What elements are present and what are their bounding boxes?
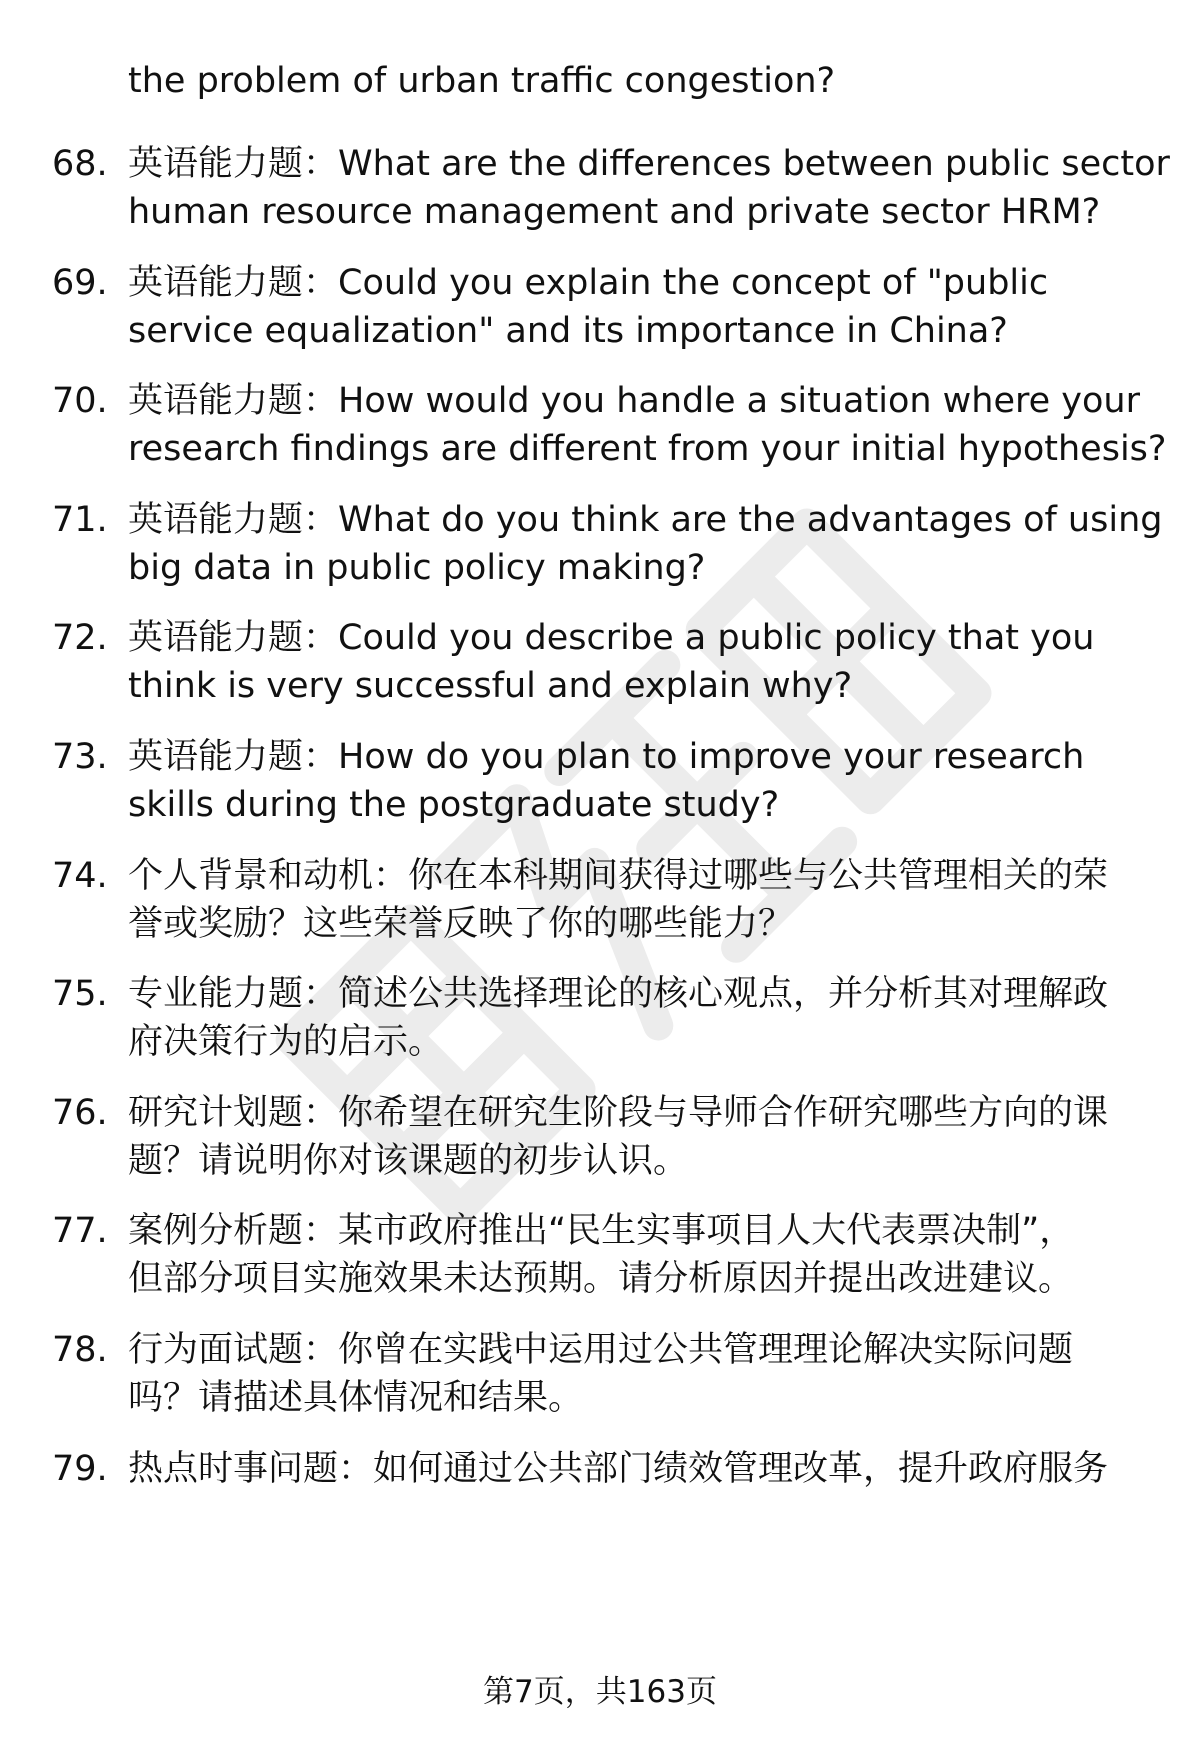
question-text — [128, 1207, 1168, 1303]
question-text — [128, 1089, 1168, 1185]
question-text — [128, 614, 1168, 710]
question-item — [0, 496, 1200, 606]
question-text — [128, 852, 1168, 948]
question-line: service equalization" and its importance in China? — [128, 311, 1008, 351]
question-line: 题？请说明你对该课题的初步认识。 — [128, 1141, 689, 1181]
question-number: 72. — [52, 618, 108, 658]
question-text — [128, 970, 1168, 1066]
question-line: big data in public policy making? — [128, 548, 706, 588]
question-number: 79. — [52, 1449, 108, 1489]
question-line: 案例分析题：某市政府推出“民生实事项目人大代表票决制”， — [128, 1211, 1075, 1251]
question-item — [0, 140, 1200, 250]
question-line: research findings are different from your initial hypothesis? — [128, 429, 1167, 469]
question-text — [128, 1326, 1168, 1422]
question-number: 75. — [52, 974, 108, 1014]
question-number: 74. — [52, 856, 108, 896]
question-number: 78. — [52, 1330, 108, 1370]
question-line: 专业能力题：简述公共选择理论的核心观点，并分析其对理解政 — [128, 974, 1109, 1014]
question-line: 英语能力题：What are the differences between public sector — [128, 144, 1170, 184]
question-item — [0, 1207, 1200, 1317]
question-item — [0, 259, 1200, 369]
question-text — [128, 733, 1168, 829]
question-line: 个人背景和动机：你在本科期间获得过哪些与公共管理相关的荣 — [128, 856, 1109, 896]
question-text — [128, 140, 1168, 236]
page-footer: 第7页，共163页 — [483, 1674, 717, 1710]
question-line: 英语能力题：How do you plan to improve your research — [128, 737, 1085, 777]
question-item — [0, 1445, 1200, 1555]
question-number: 76. — [52, 1093, 108, 1133]
question-line: human resource management and private sector HRM? — [128, 192, 1101, 232]
question-line: 行为面试题：你曾在实践中运用过公共管理理论解决实际问题 — [128, 1330, 1074, 1370]
question-line: 但部分项目实施效果未达预期。请分析原因并提出改进建议。 — [128, 1259, 1074, 1299]
question-number: 73. — [52, 737, 108, 777]
question-item — [0, 1326, 1200, 1436]
question-item — [0, 614, 1200, 724]
question-item — [0, 1089, 1200, 1199]
question-item — [0, 970, 1200, 1080]
question-text — [128, 1445, 1168, 1493]
continuation-text: the problem of urban traffic congestion? — [128, 61, 836, 101]
question-line: 英语能力题：Could you explain the concept of "public — [128, 263, 1049, 303]
question-line: think is very successful and explain why? — [128, 666, 853, 706]
question-text — [128, 259, 1168, 355]
question-line: 府决策行为的启示。 — [128, 1022, 444, 1062]
question-line: 英语能力题：Could you describe a public policy that you — [128, 618, 1095, 658]
question-number: 77. — [52, 1211, 108, 1251]
question-line: 吗？请描述具体情况和结果。 — [128, 1378, 584, 1418]
question-number: 70. — [52, 381, 108, 421]
question-line: skills during the postgraduate study? — [128, 785, 780, 825]
question-line: 英语能力题：What do you think are the advantages of using — [128, 500, 1163, 540]
question-item — [0, 377, 1200, 487]
question-line: 英语能力题：How would you handle a situation where your — [128, 381, 1140, 421]
question-text — [128, 377, 1168, 473]
question-item — [0, 733, 1200, 843]
question-text — [128, 496, 1168, 592]
question-item — [0, 852, 1200, 962]
question-line: 热点时事问题：如何通过公共部门绩效管理改革，提升政府服务 — [128, 1449, 1109, 1489]
question-number: 68. — [52, 144, 108, 184]
question-line: 研究计划题：你希望在研究生阶段与导师合作研究哪些方向的课 — [128, 1093, 1109, 1133]
question-line: 誉或奖励？这些荣誉反映了你的哪些能力？ — [128, 904, 794, 944]
question-number: 71. — [52, 500, 108, 540]
question-number: 69. — [52, 263, 108, 303]
